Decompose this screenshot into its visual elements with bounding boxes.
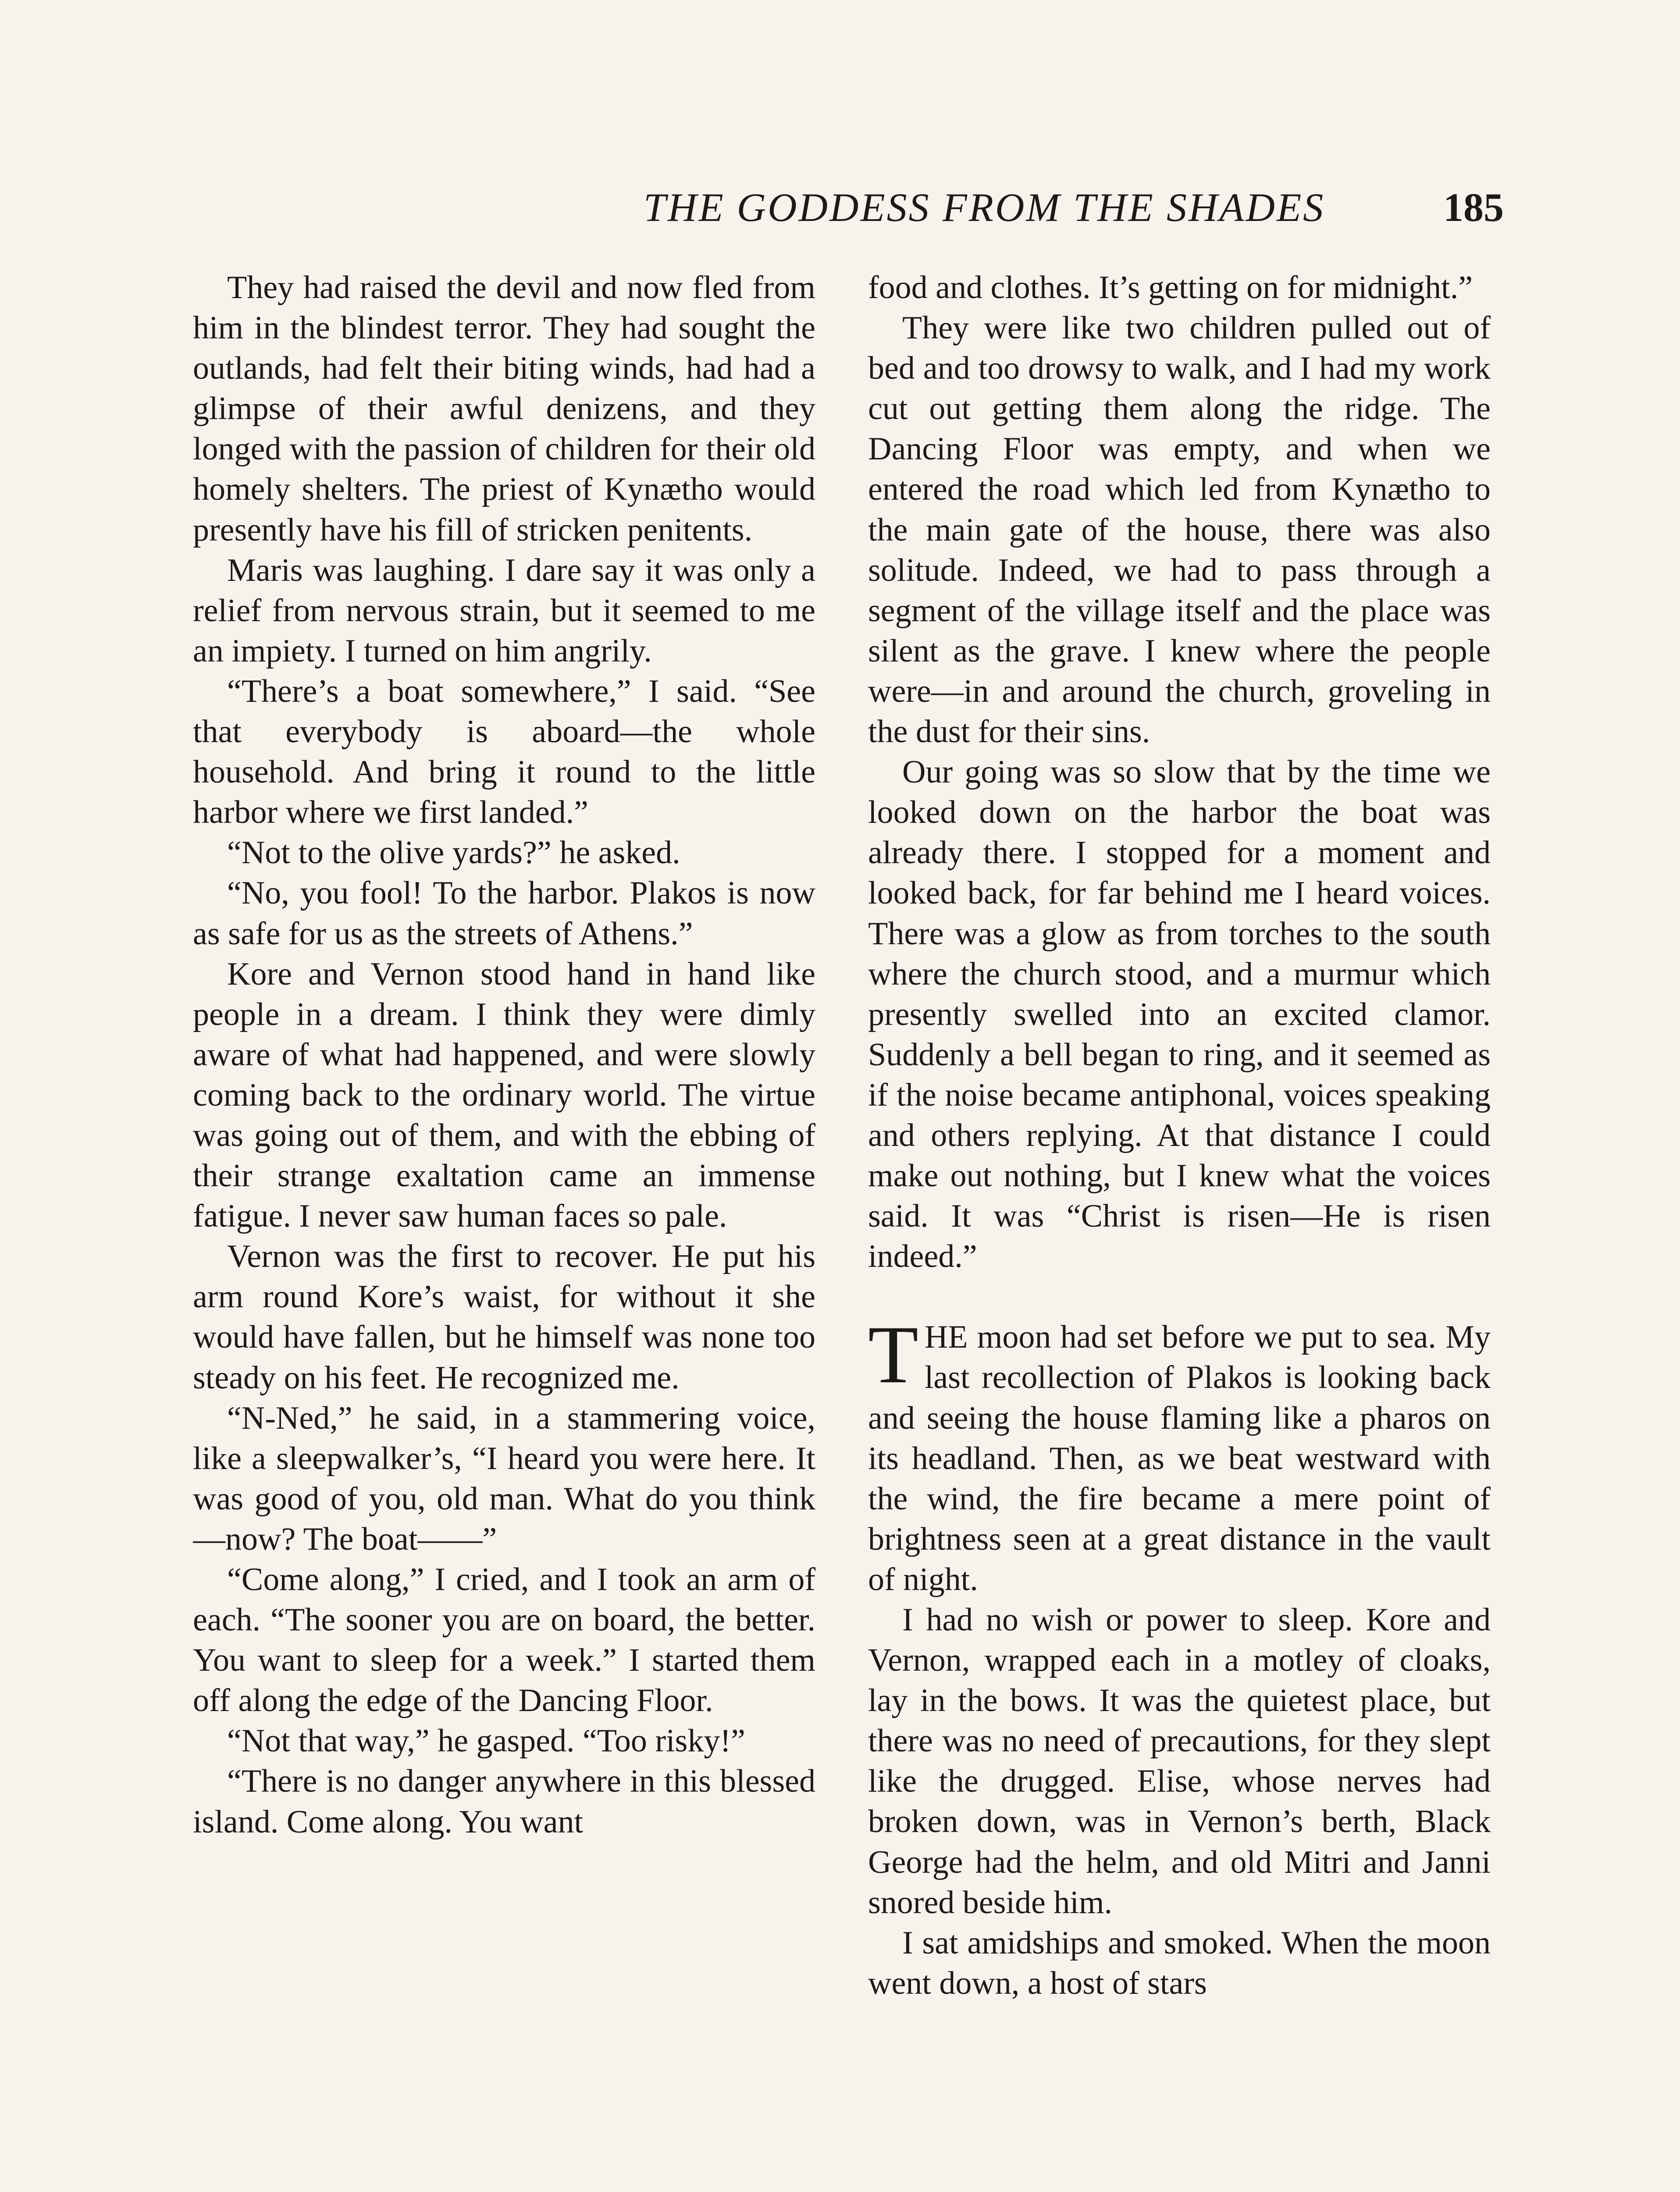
paragraph: Our going was so slow that by the time we looked down on the harbor the boat was already there. I stopped for a moment and looked back, for far behind me I heard voices. There was a glow as from torches to the south where the church stood, and a murmur which presently swelled into an excited clamor. Suddenly a bell began to ring, and it seemed as if the noise became antiphonal, voices speaking and others replying. At that distance I could make out nothing, but I knew what the voices said. It was “Christ is risen—He is risen indeed.” xyxy=(868,754,1491,1275)
paragraph: Maris was laughing. I dare say it was only a relief from nervous strain, but it seemed to me an impiety. I turned on him angrily. xyxy=(193,552,815,669)
section-opening-paragraph xyxy=(868,1309,1491,1600)
page-number: 185 xyxy=(1443,185,1504,230)
paragraph: They were like two children pulled out of bed and too drowsy to walk, and I had my work cut out getting them along the ridge. The Dancing Floor was empty, and when we entered the road which led from Kynætho to the main gate of the house, there was also solitude. Indeed, we had to pass through a segment of the village itself and the place was silent as the grave. I knew where the people were—in and around the church, groveling in the dust for their sins. xyxy=(868,310,1491,750)
paragraph: “Not to the olive yards?” he asked. xyxy=(227,835,680,871)
left-column xyxy=(193,267,815,2192)
paragraph: “There is no danger anywhere in this blessed island. Come along. You want xyxy=(193,1763,815,1840)
paragraph: Kore and Vernon stood hand in hand like people in a dream. I think they were dimly aware of what had happened, and were slowly coming back to the ordinary world. The virtue was going out of them, and with the ebbing of their strange exaltation came an immense fatigue. I never saw human faces so pale. xyxy=(193,956,815,1235)
paragraph: “N-Ned,” he said, in a stammering voice, like a sleepwalker’s, “I heard you were here. It was good of you, old man. What do you think—now? The boat——” xyxy=(193,1400,815,1557)
paragraph: “Come along,” I cried, and I took an arm of each. “The sooner you are on board, the better. You want to sleep for a week.” I started them off along the edge of the Dancing Floor. xyxy=(193,1562,815,1719)
running-title: THE GODDESS FROM THE SHADES xyxy=(643,185,1325,230)
paragraph: I had no wish or power to sleep. Kore and Vernon, wrapped each in a motley of cloaks, lay in the bows. It was the quietest place, but there was no need of precautions, for they slept like the drugged. Elise, whose nerves had broken down, was in Vernon’s berth, Black George had the helm, and old Mitri and Janni snored beside him. xyxy=(868,1602,1491,1921)
paragraph: I sat amidships and smoked. When the moon went down, a host of stars xyxy=(868,1925,1491,2001)
paragraph: “Not that way,” he gasped. “Too risky!” xyxy=(227,1723,745,1759)
paragraph-continuation: food and clothes. It’s getting on for midnight.” xyxy=(868,270,1473,306)
paragraph: “There’s a boat somewhere,” I said. “See that everybody is aboard—the whole household. And bring it round to the little harbor where we first landed.” xyxy=(193,673,815,831)
paragraph: “No, you fool! To the harbor. Plakos is now as safe for us as the streets of Athens.” xyxy=(193,875,815,952)
paragraph: Vernon was the first to recover. He put his arm round Kore’s waist, for without it she would have fallen, but he himself was none too steady on his feet. He recognized me. xyxy=(193,1238,815,1396)
paragraph: They had raised the devil and now fled from him in the blindest terror. They had sought the outlands, had felt their biting winds, had had a glimpse of their awful denizens, and they longed with the passion of children for their old homely shelters. The priest of Kynætho would presently have his fill of stricken penitents. xyxy=(193,270,815,548)
drop-cap: T xyxy=(868,1309,918,1401)
right-column xyxy=(868,267,1491,2192)
section-opening-text: HE moon had set before we put to sea. My last recollection of Plakos is looking back and seeing the house flaming like a pharos on its headland. Then, as we beat westward with the wind, the fire became a mere point of brightness seen at a great distance in the vault of night. xyxy=(868,1319,1491,1598)
